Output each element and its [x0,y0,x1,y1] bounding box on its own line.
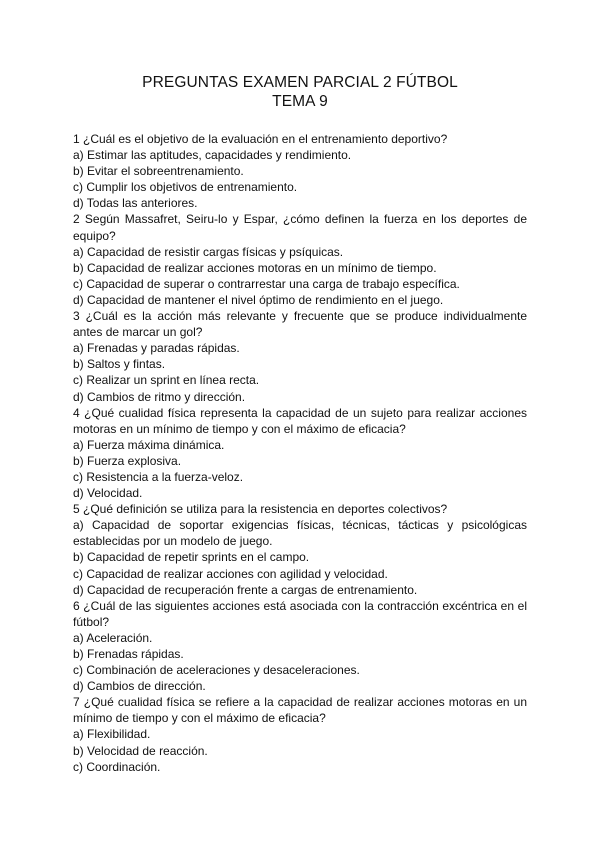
answer-option: a) Flexibilidad. [73,727,151,742]
answer-option: b) Velocidad de reacción. [73,743,208,758]
answer-option: d) Velocidad. [73,486,143,501]
answer-option: a) Capacidad de resistir cargas físicas y psíquicas. [73,244,344,259]
question-text: 1 ¿Cuál es el objetivo de la evaluación en el entrenamiento deportivo? [73,132,448,146]
answer-option: a) Estimar las aptitudes, capacidades y rendimiento. [73,148,352,163]
answer-option: a) Frenadas y paradas rápidas. [73,341,240,356]
answer-option: c) Coordinación. [73,759,161,774]
question-text: 2 Según Massafret, Seiru-lo y Espar, ¿cómo definen la fuerza en los deportes de equipo? [73,212,527,243]
answer-option: d) Todas las anteriores. [73,196,198,211]
answer-option: b) Frenadas rápidas. [73,647,184,661]
question-list [73,131,527,775]
answer-option: c) Resistencia a la fuerza-veloz. [73,469,244,484]
question-text: 3 ¿Cuál es la acción más relevante y frecuente que se produce individualmente antes de marcar un gol? [73,309,527,340]
question-text: 5 ¿Qué definición se utiliza para la resistencia en deportes colectivos? [73,502,448,517]
answer-option: d) Cambios de ritmo y dirección. [73,389,246,404]
answer-option: a) Capacidad de soportar exigencias físicas, técnicas, tácticas y psicológicas establecidas por un modelo de juego. [73,518,527,549]
answer-option: d) Cambios de dirección. [73,679,206,694]
answer-option: c) Cumplir los objetivos de entrenamiento. [73,180,298,195]
answer-option: b) Fuerza explosiva. [73,453,182,468]
answer-option: a) Fuerza máxima dinámica. [73,437,225,452]
answer-option: b) Capacidad de realizar acciones motoras en un mínimo de tiempo. [73,260,437,275]
answer-option: c) Capacidad de realizar acciones con agilidad y velocidad. [73,566,388,581]
answer-option: c) Realizar un sprint en línea recta. [73,373,260,388]
answer-option: b) Evitar el sobreentrenamiento. [73,164,244,179]
document-title: PREGUNTAS EXAMEN PARCIAL 2 FÚTBOL [142,74,458,91]
question-text: 4 ¿Qué cualidad física representa la capacidad de un sujeto para realizar acciones motoras en un mínimo de tiempo y con el máximo de eficacia? [73,405,527,436]
question-text: 6 ¿Cuál de las siguientes acciones está asociada con la contracción excéntrica en el fútbol? [73,598,527,629]
question-text: 7 ¿Qué cualidad física se refiere a la capacidad de realizar acciones motoras en un mínimo de tiempo y con el máximo de eficacia? [73,695,527,726]
answer-option: c) Combinación de aceleraciones y desaceleraciones. [73,663,360,678]
answer-option: b) Saltos y fintas. [73,357,166,372]
answer-option: d) Capacidad de recuperación frente a cargas de entrenamiento. [73,582,418,597]
answer-option: c) Capacidad de superar o contrarrestar una carga de trabajo específica. [73,276,460,291]
answer-option: d) Capacidad de mantener el nivel óptimo de rendimiento en el juego. [73,292,444,307]
answer-option: a) Aceleración. [73,630,153,645]
answer-option: b) Capacidad de repetir sprints en el campo. [73,550,310,565]
document-subtitle: TEMA 9 [272,93,328,110]
